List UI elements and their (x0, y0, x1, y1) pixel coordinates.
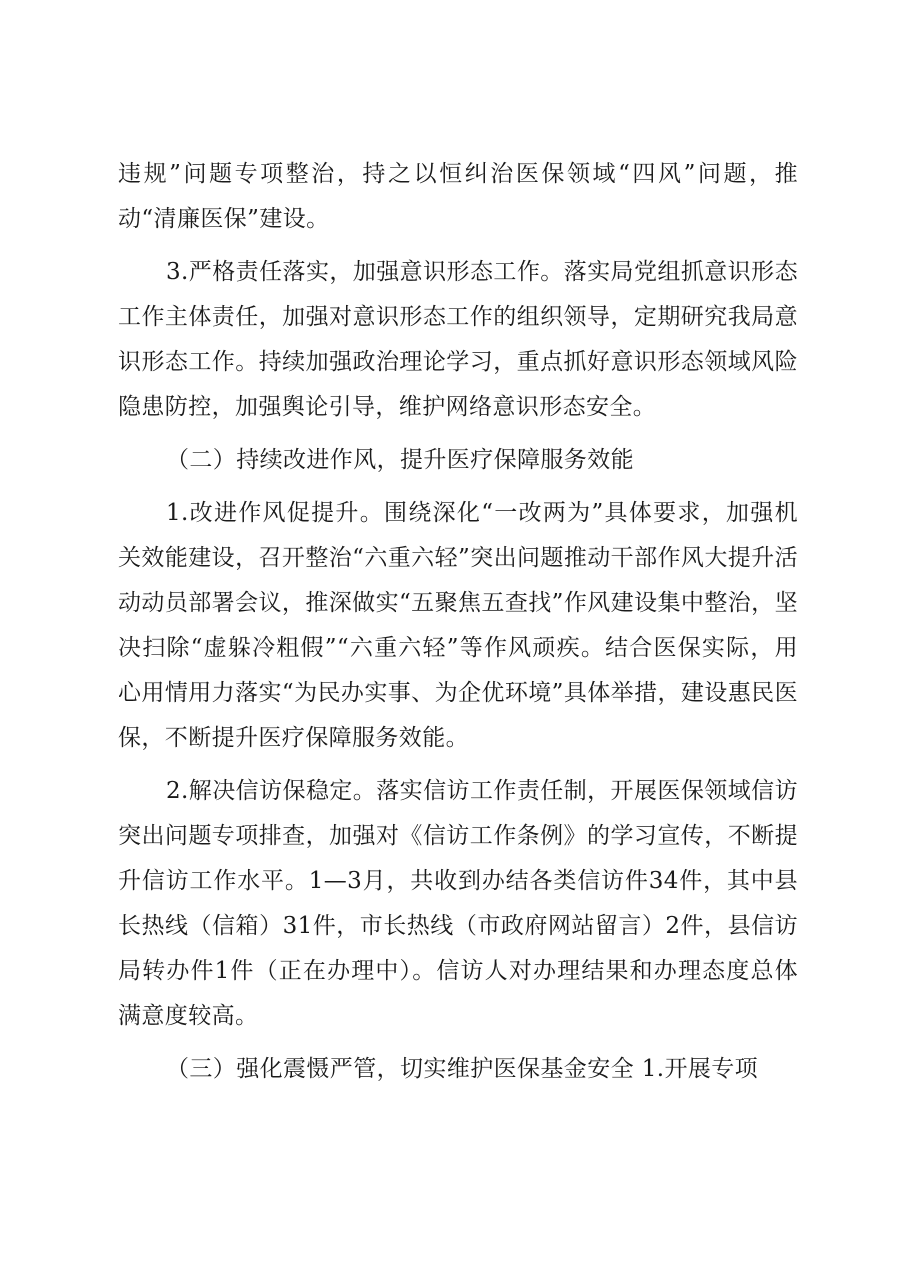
section-heading-work-style: （二）持续改进作风，提升医疗保障服务效能 (166, 447, 634, 473)
paragraph-petition-stability: 2.解决信访保稳定。落实信访工作责任制，开展医保领域信访突出问题专项排查，加强对《信访工作条例》的学习宣传，不断提升信访工作水平。1—3月，共收到办结各类信访件34件，其中县长热线（信箱）31件，市长热线（市政府网站留言）2件，县信访局转办件1件（正在办理中）。信访人对办理结果和办理态度总体满意度较高。 (118, 778, 798, 1029)
section-heading-fund-safety: （三）强化震慑严管，切实维护医保基金安全 1.开展专项 (166, 1056, 759, 1082)
paragraph-improve-work-style: 1.改进作风促提升。围绕深化“一改两为”具体要求，加强机关效能建设，召开整治“六重六轻”突出问题推动干部作风大提升活动动员部署会议，推深做实“五聚焦五查找”作风建设集中整治，坚决扫除“虚躲冷粗假”“六重六轻”等作风顽疾。结合医保实际，用心用情用力落实“为民办实事、为企优环境”具体举措，建设惠民医保，不断提升医疗保障服务效能。 (118, 500, 798, 751)
paragraph-ideology-work: 3.严格责任落实，加强意识形态工作。落实局党组抓意识形态工作主体责任，加强对意识形态工作的组织领导，定期研究我局意识形态工作。持续加强政治理论学习，重点抓好意识形态领域风险隐患防控，加强舆论引导，维护网络意识形态安全。 (118, 259, 798, 420)
paragraph-continuation: 违规”问题专项整治，持之以恒纠治医保领域“四风”问题，推动“清廉医保”建设。 (118, 161, 798, 232)
document-body (118, 152, 798, 1100)
